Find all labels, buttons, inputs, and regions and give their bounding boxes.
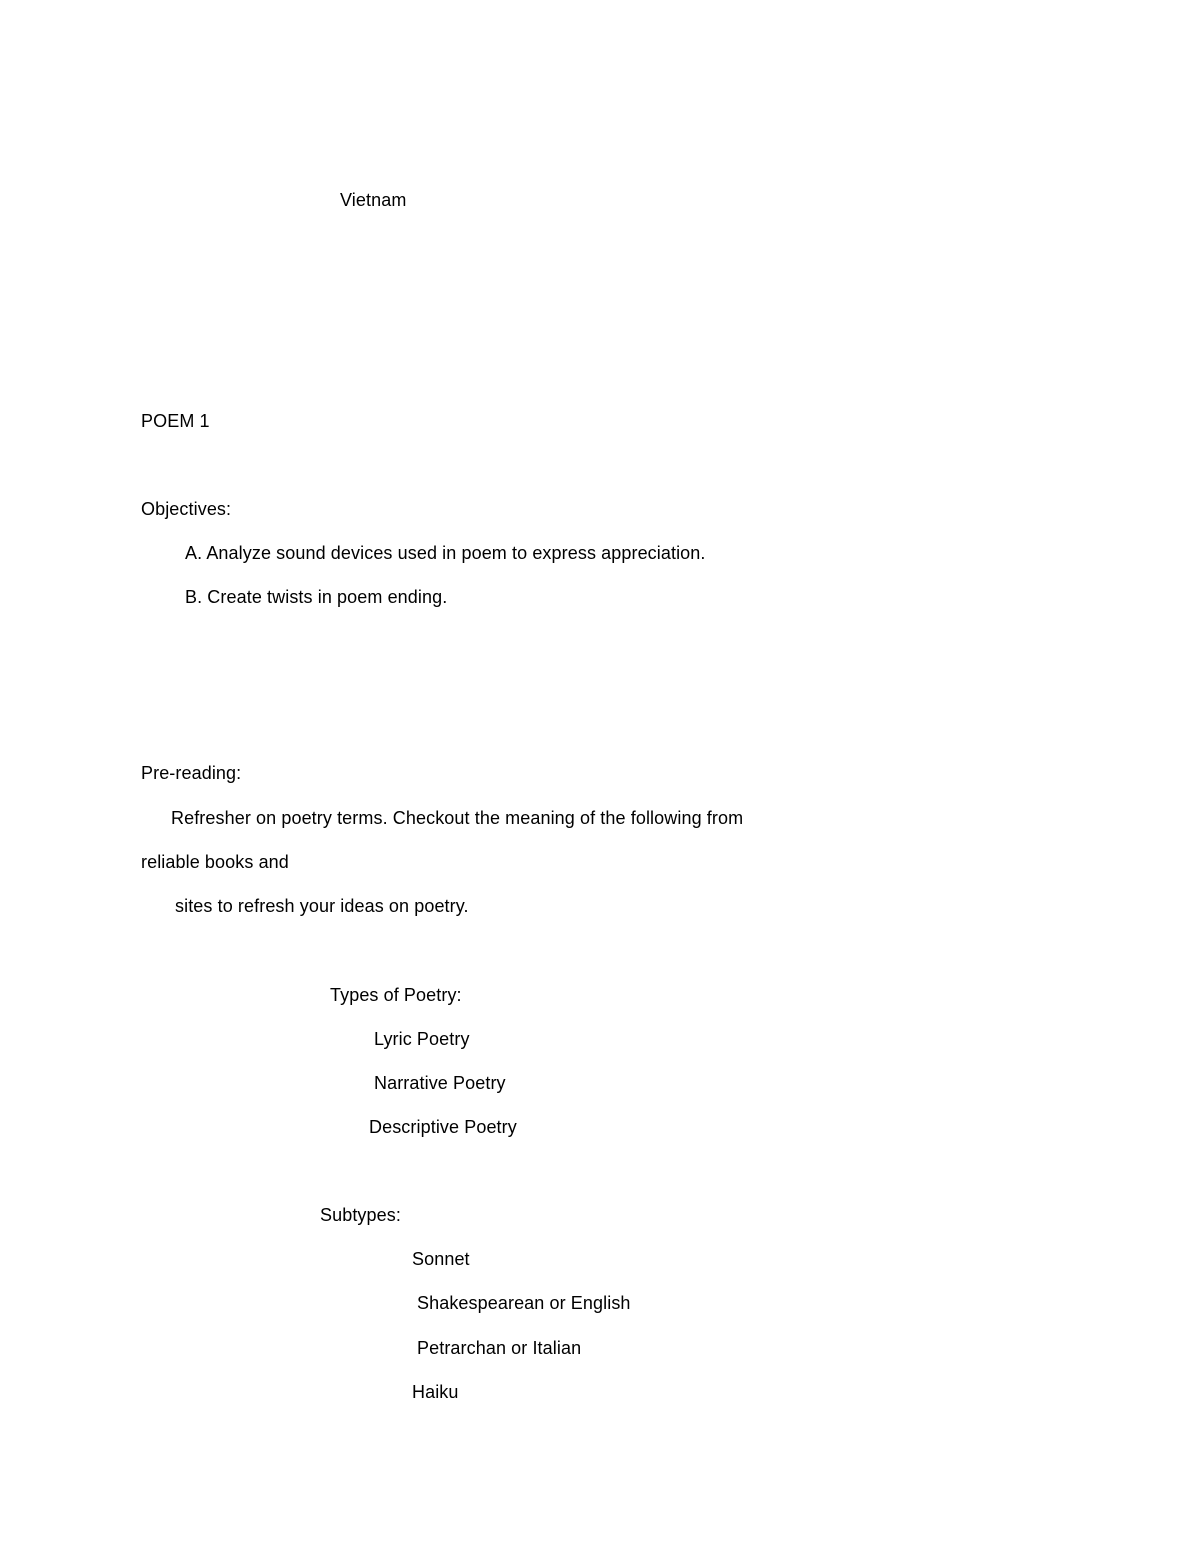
pre-reading-heading: Pre-reading: (141, 763, 242, 783)
pre-reading-line-2: reliable books and (141, 852, 289, 872)
poetry-type-lyric: Lyric Poetry (374, 1029, 470, 1049)
poetry-type-narrative: Narrative Poetry (374, 1073, 506, 1093)
subtype-shakespearean: Shakespearean or English (417, 1293, 631, 1313)
subtype-sonnet: Sonnet (412, 1249, 470, 1269)
subtypes-heading: Subtypes: (320, 1205, 401, 1225)
document-title: Vietnam (340, 190, 407, 210)
subtype-petrarchan: Petrarchan or Italian (417, 1338, 582, 1358)
objective-item-a: A. Analyze sound devices used in poem to express appreciation. (185, 543, 706, 563)
types-of-poetry-heading: Types of Poetry: (330, 985, 462, 1005)
pre-reading-line-3: sites to refresh your ideas on poetry. (175, 896, 469, 916)
objectives-heading: Objectives: (141, 499, 232, 519)
subtype-haiku: Haiku (412, 1382, 459, 1402)
poetry-type-descriptive: Descriptive Poetry (369, 1117, 517, 1137)
objective-item-b: B. Create twists in poem ending. (185, 587, 448, 607)
poem-heading: POEM 1 (141, 411, 210, 431)
pre-reading-line-1: Refresher on poetry terms. Checkout the meaning of the following from (171, 808, 744, 828)
